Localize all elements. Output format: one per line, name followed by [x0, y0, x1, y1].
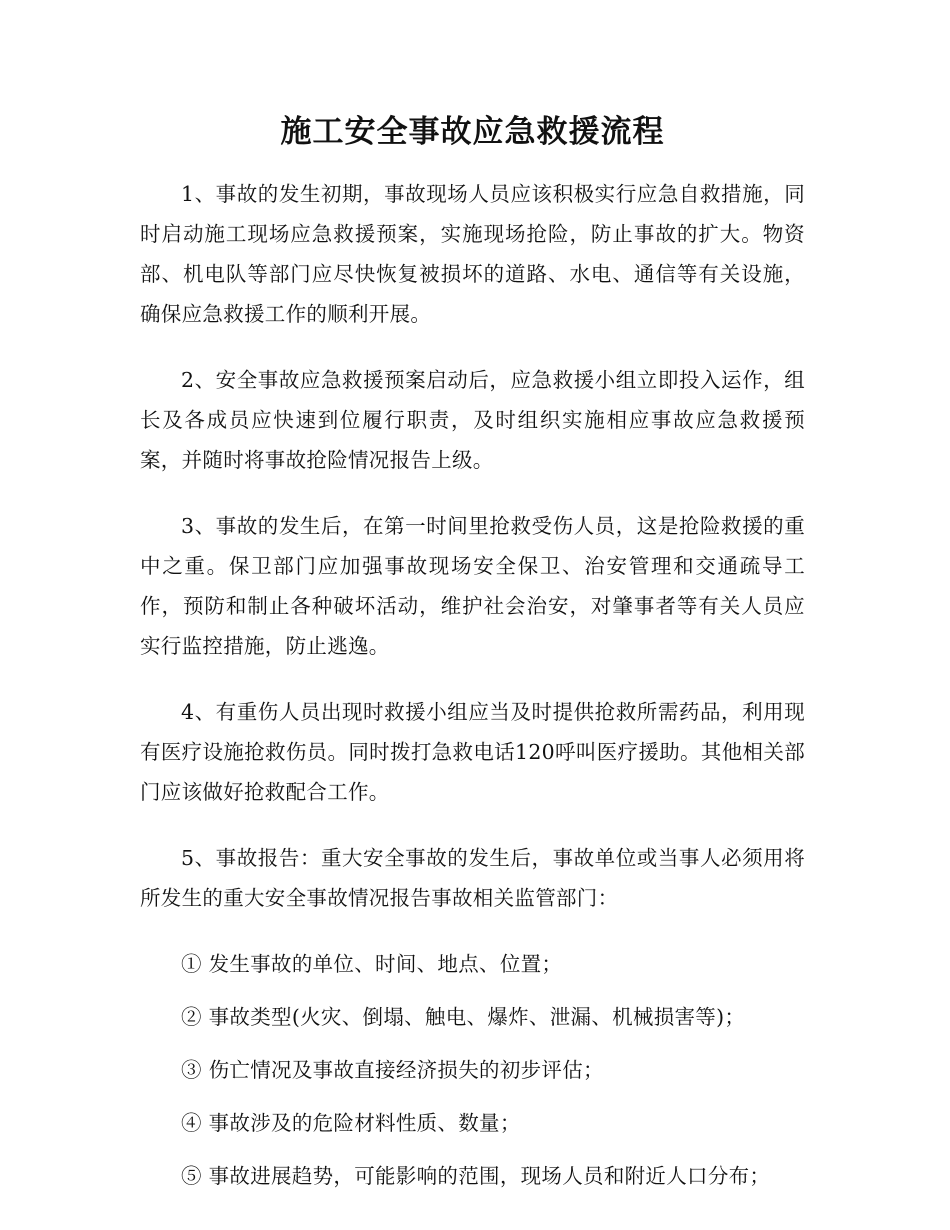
- list-item-2: ② 事故类型(火灾、倒塌、触电、爆炸、泄漏、机械损害等)；: [181, 1005, 746, 1029]
- paragraph-5: 5、事故报告：重大安全事故的发生后，事故单位或当事人必须用将所发生的重大安全事故情况报告事故相关监管部门：: [140, 846, 805, 910]
- paragraph-4: 4、有重伤人员出现时救援小组应当及时提供抢救所需药品，利用现有医疗设施抢救伤员。同时拨打急救电话120呼叫医疗援助。其他相关部门应该做好抢救配合工作。: [140, 700, 805, 804]
- list-item-3: ③ 伤亡情况及事故直接经济损失的初步评估；: [181, 1058, 604, 1082]
- paragraph-2: 2、安全事故应急救援预案启动后，应急救援小组立即投入运作，组长及各成员应快速到位履行职责，及时组织实施相应事故应急救援预案，并随时将事故抢险情况报告上级。: [140, 368, 805, 472]
- list-item-4: ④ 事故涉及的危险材料性质、数量；: [181, 1111, 521, 1135]
- list-item-5: ⑤ 事故进展趋势，可能影响的范围，现场人员和附近人口分布；: [181, 1164, 771, 1188]
- list-item-1: ① 发生事故的单位、时间、地点、位置；: [181, 952, 563, 976]
- document-page: [140, 108, 805, 1209]
- document-title: 施工安全事故应急救援流程: [280, 114, 665, 150]
- paragraph-3: 3、事故的发生后，在第一时间里抢救受伤人员，这是抢险救援的重中之重。保卫部门应加强事故现场安全保卫、治安管理和交通疏导工作，预防和制止各种破坏活动，维护社会治安，对肇事者等有关人员应实行监控措施，防止逃逸。: [140, 514, 805, 658]
- paragraph-1: 1、事故的发生初期，事故现场人员应该积极实行应急自救措施，同时启动施工现场应急救援预案，实施现场抢险，防止事故的扩大。物资部、机电队等部门应尽快恢复被损坏的道路、水电、通信等有关设施，确保应急救援工作的顺利开展。: [140, 182, 805, 326]
